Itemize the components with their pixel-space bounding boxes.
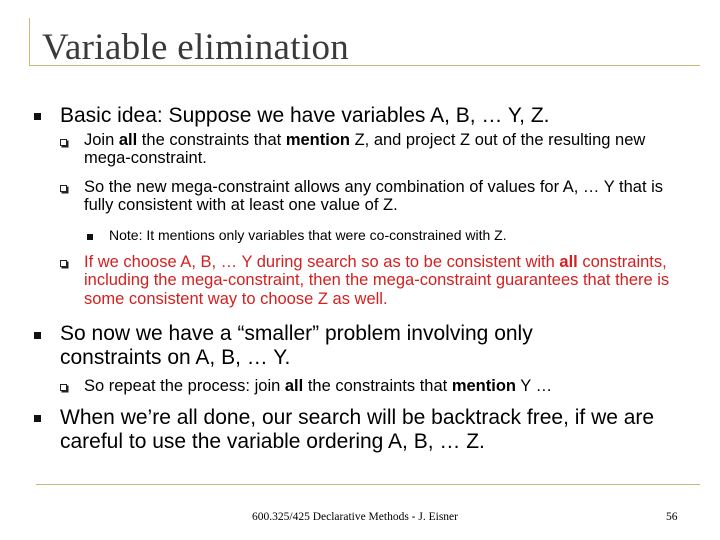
bullet-repeat-process: So repeat the process: join all the constraints that mention Y …: [84, 377, 553, 395]
bullet-square-icon: [34, 332, 41, 339]
bullet-choose-consistent: If we choose A, B, … Y during search so as to be consistent with all constraints, including the mega-constraint, then the mega-constraint guarantees that there is some consistent way to choose Z as well.: [84, 253, 670, 308]
bullet-mega-constraint: So the new mega-constraint allows any combination of values for A, … Y that is fully consistent with at least one value of Z.: [84, 178, 664, 215]
bullet-square-icon: [34, 113, 41, 120]
title-left-rule: [29, 18, 30, 66]
bullet-smaller-problem: So now we have a “smaller” problem involving only constraints on A, B, … Y.: [60, 322, 533, 369]
bullet-backtrack-free: When we’re all done, our search will be backtrack free, if we are careful to use the variable ordering A, B, … Z.: [60, 406, 655, 453]
page-number: 56: [666, 511, 678, 523]
bullet-hollow-square-icon: [60, 185, 67, 192]
slide-title: Variable elimination: [42, 27, 350, 68]
bullet-basic-idea: Basic idea: Suppose we have variables A, B, … Y, Z.: [60, 104, 550, 127]
bullet-join-constraints: Join all the constraints that mention Z, and project Z out of the resulting new mega-constraint.: [84, 131, 646, 168]
bullet-square-icon: [87, 234, 93, 240]
footer-text: 600.325/425 Declarative Methods - J. Eisner: [252, 511, 458, 523]
bullet-note: Note: It mentions only variables that were co-constrained with Z.: [109, 227, 507, 243]
bullet-hollow-square-icon: [60, 139, 67, 146]
footer-rule: [36, 484, 700, 485]
bullet-square-icon: [34, 415, 41, 422]
bullet-hollow-square-icon: [60, 384, 67, 391]
bullet-hollow-square-icon: [60, 260, 67, 267]
